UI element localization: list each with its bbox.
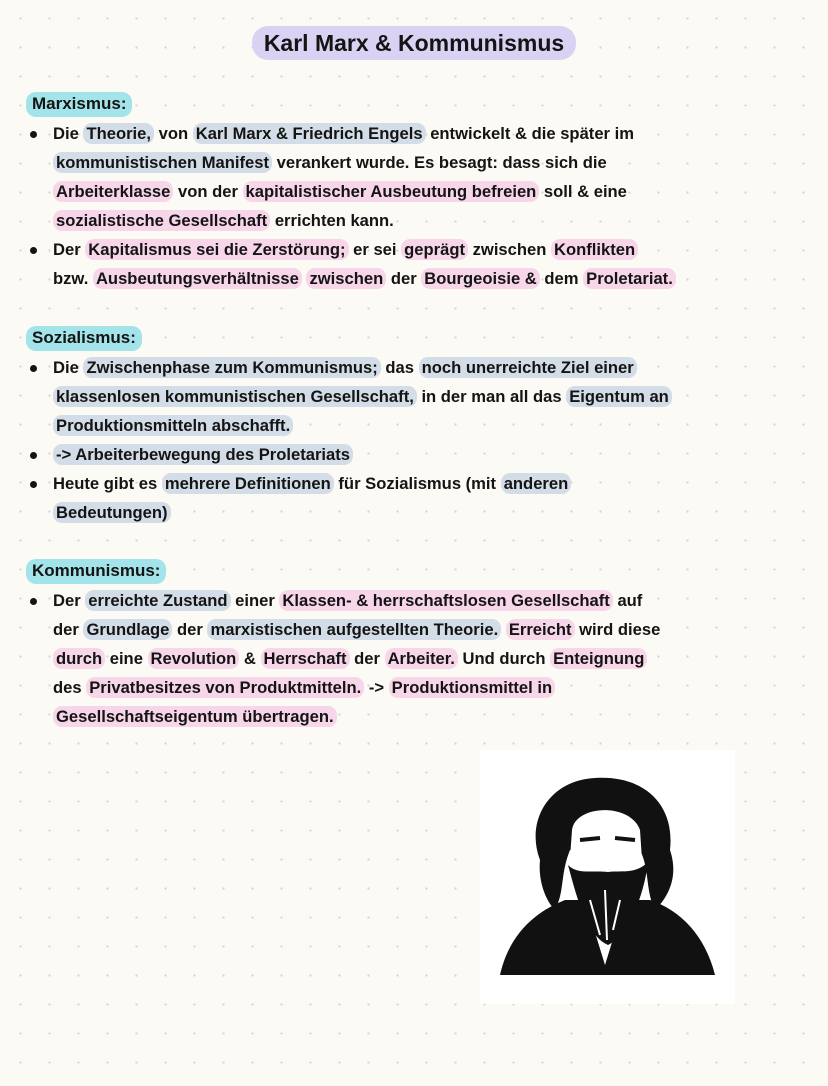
pink-highlight-text: Revolution	[148, 648, 240, 669]
blue-highlight-text: noch unerreichte Ziel einer	[419, 357, 637, 378]
pink-highlight-text: Arbeiterklasse	[53, 181, 173, 202]
pink-highlight-text: Produktionsmittel in	[389, 677, 555, 698]
pink-highlight-text: Ausbeutungsverhältnisse	[93, 268, 302, 289]
text-line	[53, 615, 660, 644]
text-line	[53, 353, 637, 382]
text-segment: der	[386, 269, 422, 288]
blue-highlight-text: erreichte Zustand	[85, 590, 230, 611]
blue-highlight-text: Zwischenphase zum Kommunismus;	[83, 357, 380, 378]
text-segment: wird diese	[574, 620, 661, 639]
text-segment: von der	[173, 182, 243, 201]
pink-highlight-text: Proletariat.	[583, 268, 676, 289]
pink-highlight-text: kapitalistischer Ausbeutung befreien	[243, 181, 540, 202]
pink-highlight-text: sozialistische Gesellschaft	[53, 210, 270, 231]
blue-highlight-text: Produktionsmitteln abschafft.	[53, 415, 293, 436]
text-segment: Der	[53, 240, 86, 259]
pink-highlight-text: Gesellschaftseigentum übertragen.	[53, 706, 337, 727]
text-segment: von	[153, 124, 193, 143]
text-line	[53, 702, 337, 731]
text-line	[53, 440, 353, 469]
blue-highlight-text: kommunistischen Manifest	[53, 152, 272, 173]
text-segment: der	[53, 620, 84, 639]
blue-highlight-text: mehrere Definitionen	[162, 473, 334, 494]
pink-highlight-text: Kapitalismus sei die Zerstörung;	[85, 239, 348, 260]
text-segment: Heute gibt es	[53, 474, 162, 493]
blue-highlight-text: anderen	[501, 473, 572, 494]
pink-highlight-text: Klassen- & herrschaftslosen Gesellschaft	[279, 590, 612, 611]
text-segment: ->	[364, 678, 389, 697]
text-line	[53, 206, 394, 235]
text-segment: des	[53, 678, 87, 697]
text-line	[53, 264, 676, 293]
text-line	[53, 382, 672, 411]
pink-highlight-text: Erreicht	[506, 619, 575, 640]
text-line	[53, 235, 638, 264]
bullet-icon	[30, 365, 37, 372]
blue-highlight-text: Karl Marx & Friedrich Engels	[193, 123, 426, 144]
pink-highlight-text: Bourgeoisie &	[421, 268, 540, 289]
text-line	[53, 411, 293, 440]
text-segment: Und durch	[457, 649, 551, 668]
blue-highlight-text: Theorie,	[83, 123, 154, 144]
bullet-icon	[30, 452, 37, 459]
section-heading: Kommunismus:	[26, 559, 166, 584]
text-segment: der	[349, 649, 385, 668]
text-line	[53, 469, 571, 498]
karl-marx-portrait	[480, 750, 735, 1004]
text-line	[53, 119, 634, 148]
text-line	[53, 148, 607, 177]
pink-highlight-text: geprägt	[401, 239, 468, 260]
text-segment: Die	[53, 358, 84, 377]
text-segment: zwischen	[468, 240, 551, 259]
text-segment: dem	[539, 269, 584, 288]
bullet-icon	[30, 598, 37, 605]
text-segment: verankert wurde. Es besagt: dass sich die	[272, 153, 607, 172]
text-segment: eine	[105, 649, 148, 668]
pink-highlight-text: Privatbesitzes von Produktmitteln.	[86, 677, 364, 698]
text-segment: errichten kann.	[270, 211, 394, 230]
text-segment: bzw.	[53, 269, 93, 288]
blue-highlight-text: Grundlage	[83, 619, 172, 640]
section-heading: Marxismus:	[26, 92, 132, 117]
blue-highlight-text: -> Arbeiterbewegung des Proletariats	[53, 444, 353, 465]
bullet-icon	[30, 131, 37, 138]
text-line	[53, 498, 171, 527]
karl-marx-portrait-icon	[480, 750, 735, 1004]
text-segment: Die	[53, 124, 84, 143]
blue-highlight-text: Bedeutungen)	[53, 502, 171, 523]
text-segment: entwickelt & die später im	[425, 124, 634, 143]
text-segment: einer	[230, 591, 280, 610]
text-segment: Der	[53, 591, 86, 610]
bullet-icon	[30, 247, 37, 254]
text-line	[53, 586, 642, 615]
text-segment: für Sozialismus (mit	[333, 474, 501, 493]
blue-highlight-text: marxistischen aufgestellten Theorie.	[207, 619, 501, 640]
text-segment: soll & eine	[539, 182, 627, 201]
text-segment: der	[172, 620, 208, 639]
text-segment: auf	[612, 591, 643, 610]
pink-highlight-text: Konflikten	[551, 239, 638, 260]
blue-highlight-text: Eigentum an	[566, 386, 672, 407]
text-line	[53, 673, 555, 702]
page-title: Karl Marx & Kommunismus	[0, 30, 828, 57]
section-heading: Sozialismus:	[26, 326, 142, 351]
pink-highlight-text: Arbeiter.	[385, 648, 458, 669]
pink-highlight-text: durch	[53, 648, 105, 669]
text-segment: er sei	[348, 240, 402, 259]
blue-highlight-text: klassenlosen kommunistischen Gesellschaft,	[53, 386, 417, 407]
pink-highlight-text: zwischen	[306, 268, 386, 289]
text-segment: &	[239, 649, 261, 668]
bullet-icon	[30, 481, 37, 488]
text-segment: das	[380, 358, 419, 377]
text-line	[53, 644, 647, 673]
pink-highlight-text: Herrschaft	[261, 648, 350, 669]
pink-highlight-text: Enteignung	[550, 648, 647, 669]
text-line	[53, 177, 627, 206]
text-segment: in der man all das	[416, 387, 567, 406]
